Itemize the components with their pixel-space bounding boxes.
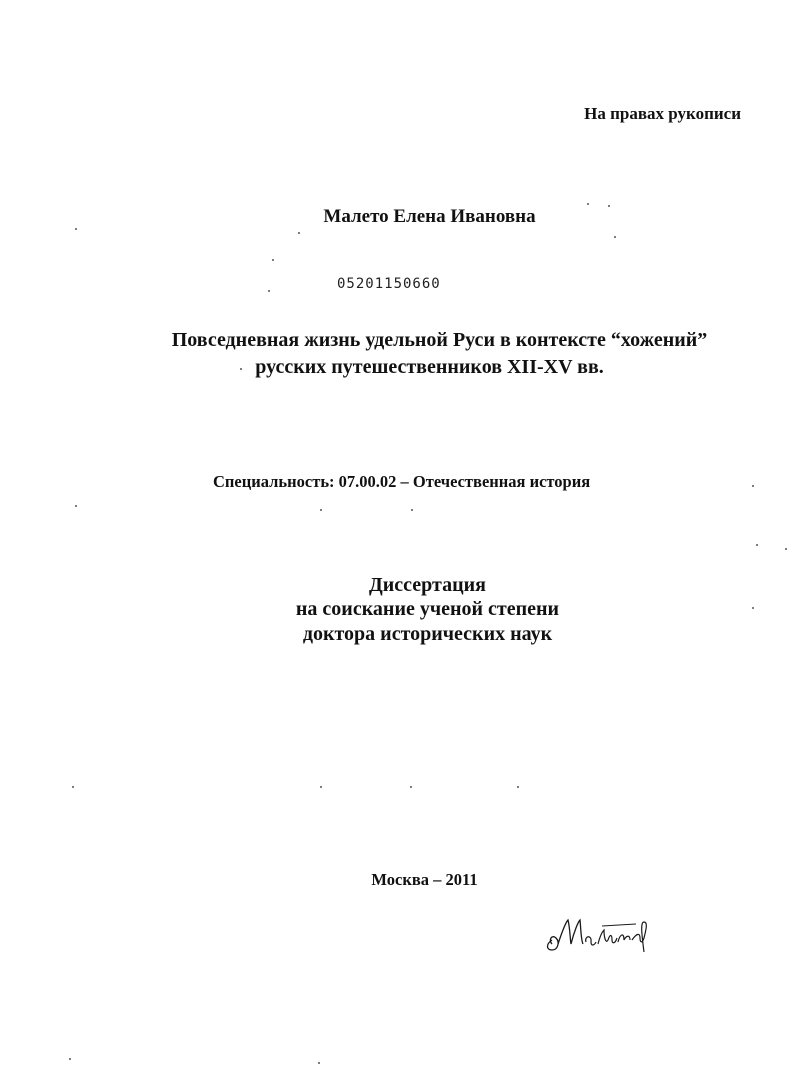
place-and-year: Москва – 2011 xyxy=(371,870,478,889)
specialty: Специальность: 07.00.02 – Отечественная история xyxy=(213,472,591,491)
scan-speck xyxy=(72,786,74,788)
scan-speck xyxy=(752,485,754,487)
scan-speck xyxy=(410,786,412,788)
handwritten-signature xyxy=(544,910,654,956)
scan-speck xyxy=(785,548,787,550)
scan-speck xyxy=(756,544,758,546)
scan-speck xyxy=(587,203,589,205)
scan-speck xyxy=(298,232,300,234)
title-line-2: русских путешественников XII-XV вв. xyxy=(255,356,604,378)
scan-speck xyxy=(69,1058,71,1060)
dissertation-field-line: доктора исторических наук xyxy=(302,623,553,645)
scan-speck xyxy=(320,786,322,788)
author-name: Малето Елена Ивановна xyxy=(323,206,536,227)
scan-speck xyxy=(268,290,270,292)
scan-speck xyxy=(75,505,77,507)
dissertation-heading: Диссертация xyxy=(369,574,486,596)
registration-number: 05201150660 xyxy=(337,276,441,292)
scan-speck xyxy=(614,236,616,238)
title-line-1: Повседневная жизнь удельной Руси в контексте “хожений” xyxy=(171,329,708,351)
scan-speck xyxy=(75,228,77,230)
scan-speck xyxy=(272,259,274,261)
scan-speck xyxy=(608,205,610,207)
rights-note: На правах рукописи xyxy=(584,104,741,123)
scan-speck xyxy=(240,368,242,370)
scan-speck xyxy=(752,607,754,609)
scan-speck xyxy=(320,509,322,511)
scan-speck xyxy=(318,1062,320,1064)
scan-speck xyxy=(411,509,413,511)
scan-speck xyxy=(517,786,519,788)
dissertation-degree-line: на соискание ученой степени xyxy=(295,598,560,620)
